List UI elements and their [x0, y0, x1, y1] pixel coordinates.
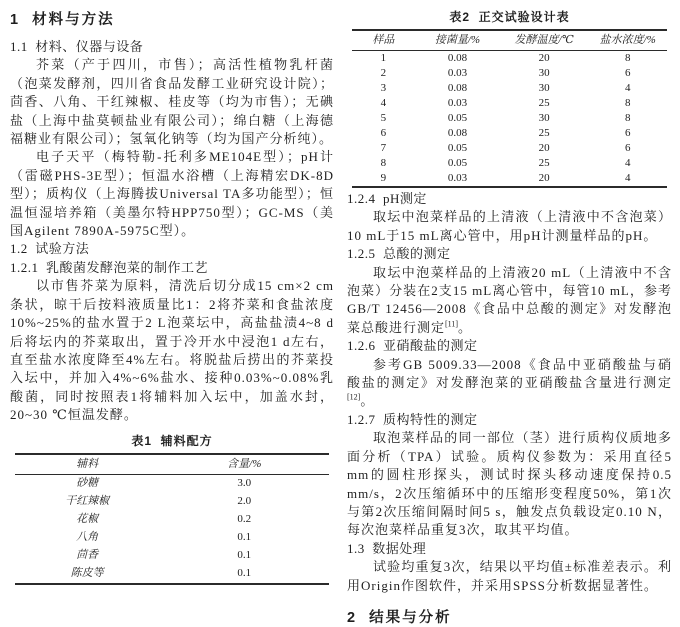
table1-cell: 花椒 — [76, 513, 99, 526]
table2-cell: 8 — [624, 52, 631, 64]
table2-cell: 30 — [538, 82, 550, 94]
paragraph-total-acid-text: 取坛中泡菜样品的上清液20 mL（上清液中不含泡菜）分装在2支15 mL离心管中，每管10 mL，参考GB/T 12456—2008《食品中总酸的测定》对发酵泡菜总酸进行测定 — [347, 264, 672, 335]
table-row — [15, 474, 329, 493]
table1-cell: 砂糖 — [76, 477, 99, 490]
table2-cell: 0.08 — [447, 52, 468, 64]
table1-cell: 0.1 — [237, 567, 252, 580]
table2-cell: 8 — [624, 97, 631, 109]
table1-header-row — [15, 454, 329, 475]
table1-cell: 八角 — [76, 531, 99, 544]
table1-cell: 陈皮等 — [70, 567, 104, 580]
table1-header-cell: 含量/% — [159, 454, 329, 475]
table-row — [15, 547, 329, 565]
table2-cell: 4 — [624, 82, 631, 94]
table2-header-cell: 发酵温度/℃ — [500, 30, 588, 51]
table2-header-cell: 接菌量/% — [415, 30, 500, 51]
table2-cell: 5 — [380, 112, 387, 124]
table2-cell: 9 — [380, 172, 387, 184]
table2-cell: 20 — [538, 172, 550, 184]
table-row — [15, 493, 329, 511]
heading-1-2: 1.2 试验方法 — [10, 241, 90, 257]
table2-cell: 6 — [624, 127, 631, 139]
table2-cell: 0.05 — [447, 157, 468, 169]
right-column — [347, 0, 672, 627]
table2-cell: 4 — [624, 172, 631, 184]
table-row — [15, 529, 329, 547]
table2-cell: 0.08 — [447, 82, 468, 94]
table2-cell: 4 — [624, 157, 631, 169]
paragraph-process: 以市售芥菜为原料，清洗后切分成15 cm×2 cm条状，晾干后按料液质量比1：2将芥菜和食盐浓度10%~25%的盐水置于2 L泡菜坛中，高盐盐渍4~8 d后将坛内的芥菜取出，置于冷开水中浸泡1 d左右，直至盐水浓度降至4%左右。将脱盐后捞出的芥菜投入坛中，并加入4%~6%盐水、接种0.03%~0.08%乳酸菌，同时按照表1将辅料加入坛中，加盖水封，20~30 ℃恒温发酵。 — [10, 278, 334, 423]
table2-cell: 0.03 — [447, 97, 468, 109]
table2-cell: 7 — [380, 142, 387, 154]
table2-cell: 0.03 — [447, 67, 468, 79]
table2-cell: 8 — [624, 112, 631, 124]
table-row — [352, 81, 667, 96]
table1-header-cell: 辅料 — [15, 454, 160, 475]
table2-cell: 6 — [380, 127, 387, 139]
table1-cell: 0.1 — [237, 531, 252, 544]
paragraph-texture: 取泡菜样品的同一部位（茎）进行质构仪质地多面分析（TPA）试验。质构仪参数为：采用直径5 mm的圆柱形探头，测试时探头移动速度保持0.5 mm/s，2次压缩循环中的压缩形变程度50%，第1次与第2次压缩间隔时间5 s，触发点负载设定0.10 N，每次泡菜样品重复3次，取其平均值。 — [347, 430, 672, 538]
citation-ref-12: [12] — [347, 393, 361, 403]
table1-caption: 表1 辅料配方 — [131, 433, 213, 448]
citation-ref-11: [11] — [445, 319, 459, 329]
table-row — [15, 511, 329, 529]
paragraph-total-acid-period: 。 — [458, 319, 473, 335]
table2-cell: 20 — [538, 52, 550, 64]
paragraph-total-acid — [347, 264, 672, 338]
section-heading-materials-methods: 1 材料与方法 — [10, 12, 115, 28]
table1-cell: 3.0 — [237, 477, 252, 490]
table-row — [352, 156, 667, 171]
table2-cell: 6 — [624, 142, 631, 154]
table-row — [352, 51, 667, 67]
table2-cell: 20 — [538, 142, 550, 154]
heading-1-2-1: 1.2.1 乳酸菌发酵泡菜的制作工艺 — [10, 259, 209, 275]
table2-cell: 6 — [624, 67, 631, 79]
table2-cell: 1 — [380, 52, 387, 64]
table-row — [15, 565, 329, 584]
paragraph-nitrite-period: 。 — [360, 393, 375, 409]
table-row — [352, 141, 667, 156]
table1-cell: 0.1 — [237, 549, 252, 562]
table1-cell: 2.0 — [237, 495, 252, 508]
heading-1-1: 1.1 材料、仪器与设备 — [10, 39, 144, 54]
table2-caption: 表2 正交试验设计表 — [449, 10, 570, 24]
table-row — [352, 111, 667, 126]
table2-cell: 25 — [538, 127, 550, 139]
table-row — [352, 171, 667, 187]
heading-1-2-4: 1.2.4 pH测定 — [347, 191, 427, 206]
table2-cell: 2 — [380, 67, 387, 79]
table1-cell: 干红辣椒 — [65, 495, 110, 508]
table-row — [352, 96, 667, 111]
table1-cell: 0.2 — [237, 513, 252, 526]
table1-cell: 茴香 — [76, 549, 99, 562]
heading-1-2-5: 1.2.5 总酸的测定 — [347, 246, 451, 262]
paragraph-materials: 芥菜（产于四川，市售）；高活性植物乳杆菌（泡菜发酵剂，四川省食品发酵工业研究设计院）；茴香、八角、干红辣椒、桂皮等（均为市售）；无碘盐（上海中盐莫顿盐业有限公司）；绵白糖（上海德福糖业有限公司）；氢氧化钠等（均为国产分析纯）。 — [10, 57, 334, 147]
table2-cell: 25 — [538, 97, 550, 109]
table2-header-cell: 盐水浓度/% — [588, 30, 667, 51]
heading-1-3: 1.3 数据处理 — [347, 540, 427, 556]
table2-cell: 0.03 — [447, 172, 468, 184]
heading-1-2-6: 1.2.6 亚硝酸盐的测定 — [347, 338, 478, 354]
table2-header-row — [352, 30, 667, 51]
table2-cell: 30 — [538, 67, 550, 79]
table2-cell: 3 — [380, 82, 387, 94]
paragraph-nitrite-text: 参考GB 5009.33—2008《食品中亚硝酸盐与硝酸盐的测定》对发酵泡菜的亚硝酸盐含量进行测定 — [347, 356, 672, 391]
left-column — [10, 0, 334, 585]
paragraph-data-processing: 试验均重复3次，结果以平均值±标准差表示。利用Origin作图软件，并采用SPSS分析数据显著性。 — [347, 559, 672, 593]
paragraph-nitrite — [347, 356, 672, 411]
table-row — [352, 66, 667, 81]
table2-cell: 0.05 — [447, 112, 468, 124]
table1-auxiliary-formula — [15, 453, 329, 585]
table2-cell: 8 — [380, 157, 387, 169]
paragraph-ph: 取坛中泡菜样品的上清液（上清液中不含泡菜）10 mL于15 mL离心管中，用pH计测量样品的pH。 — [347, 209, 672, 243]
table2-cell: 25 — [538, 157, 550, 169]
table2-orthogonal-design — [352, 29, 667, 188]
table-row — [352, 126, 667, 141]
heading-1-2-7: 1.2.7 质构特性的测定 — [347, 411, 478, 427]
table2-cell: 4 — [380, 97, 387, 109]
table2-cell: 30 — [538, 112, 550, 124]
table2-cell: 0.05 — [447, 142, 468, 154]
section-heading-results-partial: 2 结果与分析 — [347, 609, 452, 626]
table2-cell: 0.08 — [447, 127, 468, 139]
table2-header-cell: 样品 — [352, 30, 415, 51]
paragraph-instruments: 电子天平（梅特勒-托利多ME104E型）；pH计（雷磁PHS-3E型）；恒温水浴槽（上海精宏DK-8D型）；质构仪（上海腾拔Universal TA多功能型）；恒温恒湿培养箱（美墨尔特HPP750型）；GC-MS（美国Agilent 7890A-5975C型）。 — [10, 149, 334, 239]
